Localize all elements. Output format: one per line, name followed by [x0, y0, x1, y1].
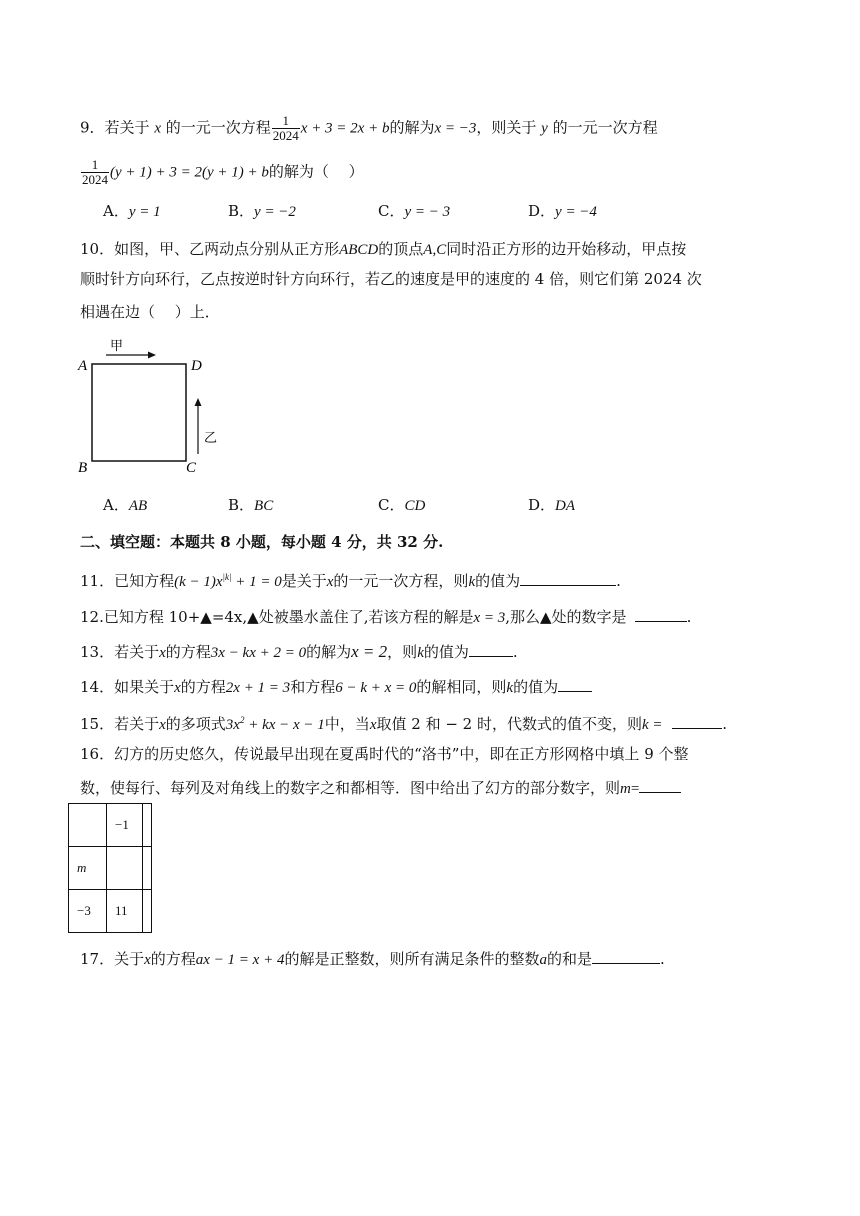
grid-cell: [69, 804, 107, 847]
q10-line2: 顺时针方向环行，乙点按逆时针方向环行，若乙的速度是甲的速度的 4 倍，则它们第 2024 次: [80, 270, 702, 288]
q11: 11．已知方程$(k - 1)x^{|k|} + 1 = 0$是关于x的一元一次方程，则k的值为 .: [80, 566, 621, 593]
q10-option-d: D．DA: [528, 496, 576, 514]
fraction-1-over-2024: $\frac{1}{2024}$: [82, 157, 108, 187]
q9-line2: $\frac{1}{2024}$ (y + 1) + 3 = 2(y + 1) + b的解为（ ）: [82, 157, 364, 187]
answer-blank[interactable]: [635, 605, 687, 622]
grid-row: [69, 890, 152, 933]
answer-blank[interactable]: [469, 640, 513, 657]
vertex-c-label: C: [186, 460, 197, 476]
q14: 14．如果关于x的方程2x + 1 = 3和方程6 − k + x = 0的解相同，则k的值为: [80, 675, 592, 699]
q10-line3: 相遇在边（ ）上．: [80, 303, 220, 321]
grid-cell: [107, 847, 143, 890]
grid-row: [69, 804, 152, 847]
section-2-heading: 二、填空题：本题共 8 小题，每小题 4 分，共 32 分.: [80, 533, 444, 551]
grid-cell: [143, 890, 152, 933]
magic-square-grid: [68, 803, 152, 933]
square-abcd-figure: [74, 334, 234, 478]
fraction-1-over-2024: $\frac{1}{2024}$: [272, 113, 299, 143]
grid-cell: [143, 847, 152, 890]
grid-cell: −1: [107, 804, 143, 847]
answer-blank[interactable]: [558, 675, 592, 692]
q10-option-b: B．BC: [228, 496, 274, 514]
q10-option-c: C．CD: [378, 496, 426, 514]
grid-cell: [143, 804, 152, 847]
square-abcd: [92, 364, 186, 461]
jia-label: 甲: [110, 339, 124, 354]
grid-cell: 11: [107, 890, 143, 933]
q10-line1: 10．如图，甲、乙两动点分别从正方形ABCD的顶点A,C同时沿正方形的边开始移动，甲点按: [80, 240, 687, 258]
answer-blank[interactable]: [592, 947, 660, 964]
grid-cell: m: [69, 847, 107, 890]
answer-blank[interactable]: [639, 776, 681, 793]
q15: 15．若关于x的多项式$3x^2$ + kx − x − 1中，当x取值 2 和 − 2 时，代数式的值不变，则k = .: [80, 709, 727, 736]
q9-option-a: A．y = 1: [103, 202, 161, 220]
q9-option-b: B．y = −2: [228, 202, 296, 220]
answer-blank[interactable]: [672, 712, 722, 729]
yi-arrow-head: [195, 398, 202, 406]
q9-option-d: D．y = −4: [528, 202, 597, 220]
q13: 13．若关于x的方程3x − kx + 2 = 0的解为x = 2，则k的值为 .: [80, 642, 518, 661]
answer-blank[interactable]: [520, 569, 616, 586]
q9-line1: 9．若关于 x 的一元一次方程 $\frac{1}{2024}$ x + 3 = 2x + b的解为x = −3，则关于 y 的一元一次方程: [80, 113, 658, 143]
jia-arrow-head: [148, 352, 156, 359]
q12: 12.已知方程 10+▲=4x,▲处被墨水盖住了,若该方程的解是x = 3,那么▲处的数字是 .: [80, 605, 691, 629]
vertex-d-label: D: [191, 358, 202, 374]
q16-line2: 数，使每行、每列及对角线上的数字之和都相等．图中给出了幻方的部分数字，则m=: [80, 776, 681, 800]
vertex-a-label: A: [78, 358, 88, 374]
vertex-b-label: B: [78, 460, 88, 476]
q17: 17．关于x的方程ax − 1 = x + 4的解是正整数，则所有满足条件的整数a的和是 .: [80, 947, 665, 971]
q9-option-c: C．y = − 3: [378, 202, 451, 220]
grid-row: [69, 847, 152, 890]
grid-cell: −3: [69, 890, 107, 933]
q16-line1: 16．幻方的历史悠久，传说最早出现在夏禹时代的“洛书”中，即在正方形网格中填上 9 个整: [80, 745, 689, 763]
q10-option-a: A．AB: [103, 496, 148, 514]
yi-label: 乙: [204, 431, 218, 446]
